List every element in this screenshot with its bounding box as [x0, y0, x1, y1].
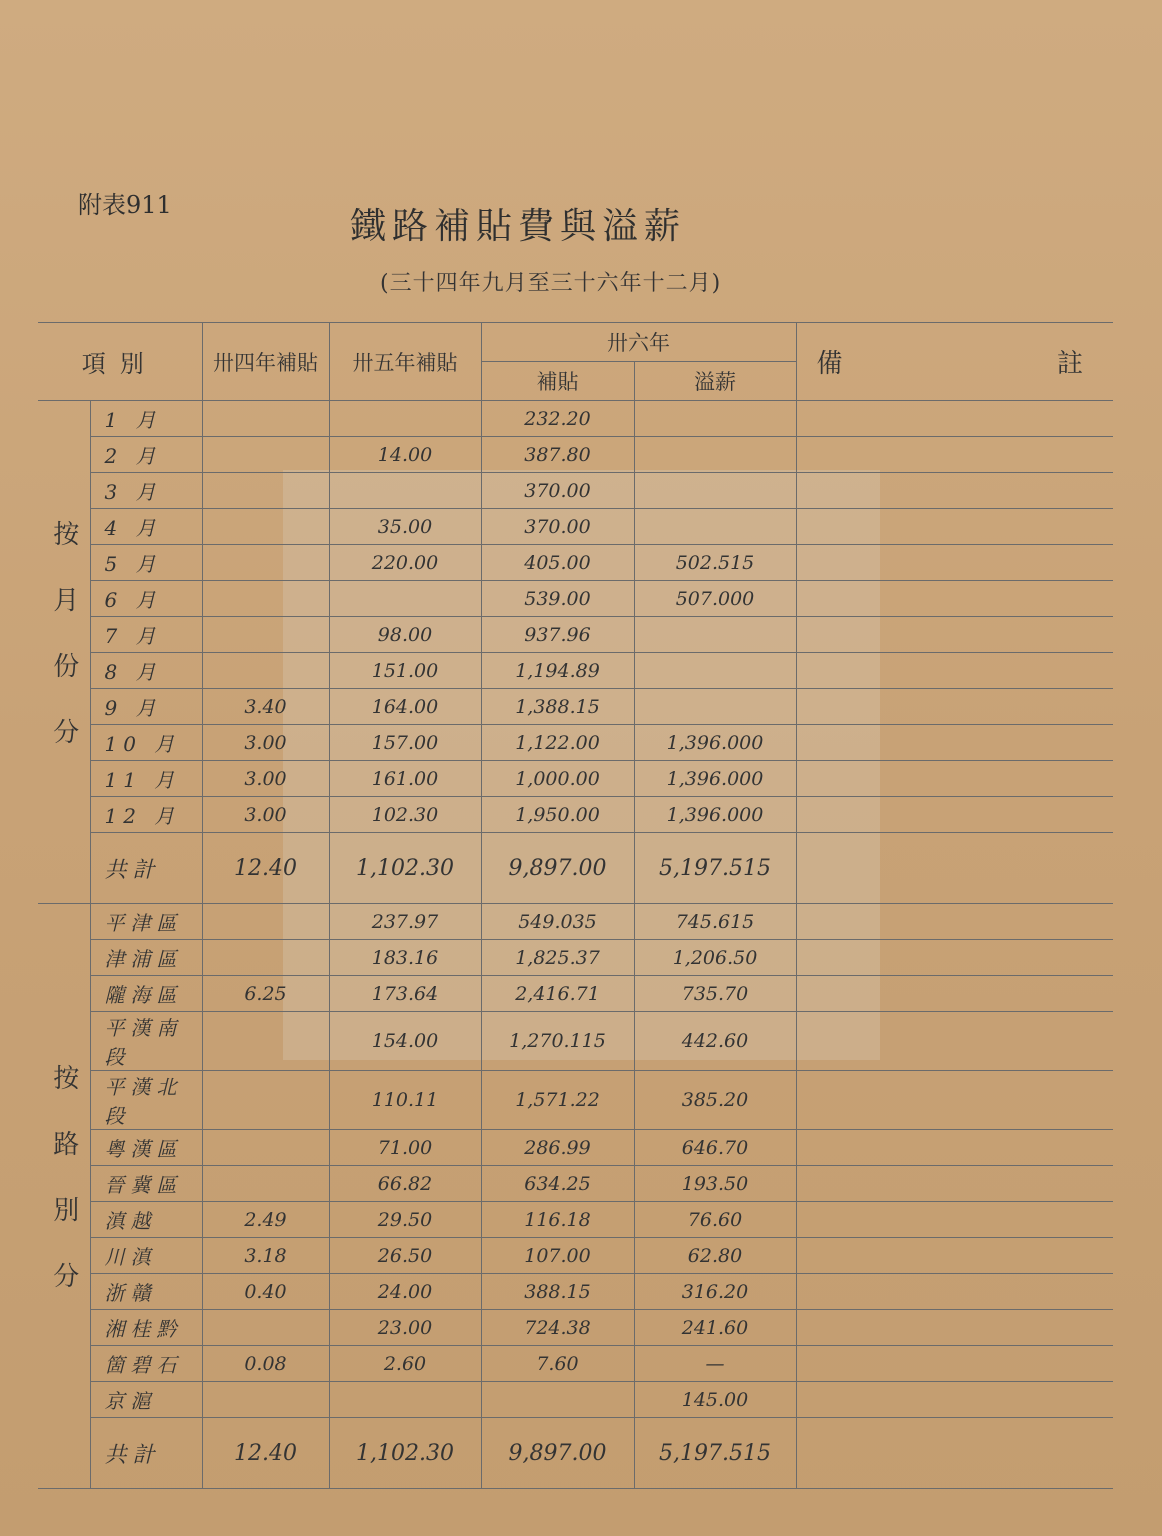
cell-y34 [202, 1130, 329, 1166]
cell-y34: 3.00 [202, 725, 329, 761]
cell-y36-overpay: 1,206.50 [634, 940, 796, 976]
cell-y35: 66.82 [329, 1166, 481, 1202]
cell-y36-subsidy: 107.00 [481, 1238, 634, 1274]
cell-remark [796, 1310, 1113, 1346]
table-row [38, 976, 1113, 1012]
header-y36-overpay: 溢薪 [634, 362, 796, 401]
cell-y34 [202, 904, 329, 940]
row-label: 平漢南段 [90, 1012, 202, 1071]
cell-y36-subsidy: 9,897.00 [481, 1418, 634, 1489]
monthly-total-row [38, 833, 1113, 904]
cell-y36-overpay [634, 689, 796, 725]
row-label: 津浦區 [90, 940, 202, 976]
cell-y36-subsidy: 1,194.89 [481, 653, 634, 689]
cell-y36-subsidy: 937.96 [481, 617, 634, 653]
cell-remark [796, 1071, 1113, 1130]
cell-y35: 24.00 [329, 1274, 481, 1310]
line-total-row [38, 1418, 1113, 1489]
table-row [38, 437, 1113, 473]
table-row [38, 581, 1113, 617]
cell-y34 [202, 1166, 329, 1202]
cell-y34 [202, 545, 329, 581]
cell-y36-subsidy: 2,416.71 [481, 976, 634, 1012]
cell-y36-overpay: 1,396.000 [634, 725, 796, 761]
table-row [38, 401, 1113, 437]
cell-y35: 1,102.30 [329, 1418, 481, 1489]
cell-y36-subsidy: 549.035 [481, 904, 634, 940]
cell-y35: 35.00 [329, 509, 481, 545]
cell-y34 [202, 473, 329, 509]
cell-y35: 154.00 [329, 1012, 481, 1071]
cell-y35: 71.00 [329, 1130, 481, 1166]
cell-y36-subsidy: 7.60 [481, 1346, 634, 1382]
cell-y34: 12.40 [202, 833, 329, 904]
table-row [38, 653, 1113, 689]
monthly-section-label: 按月份分 [38, 401, 90, 904]
cell-y34 [202, 653, 329, 689]
cell-y35: 29.50 [329, 1202, 481, 1238]
row-label: 共計 [90, 833, 202, 904]
cell-y36-overpay: 735.70 [634, 976, 796, 1012]
row-label: 6 月 [90, 581, 202, 617]
cell-y36-overpay: 193.50 [634, 1166, 796, 1202]
annex-label: 附表911 [78, 191, 172, 219]
table-row [38, 1130, 1113, 1166]
cell-y35: 151.00 [329, 653, 481, 689]
cell-y36-subsidy: 116.18 [481, 1202, 634, 1238]
cell-y36-overpay: — [634, 1346, 796, 1382]
cell-y35: 173.64 [329, 976, 481, 1012]
cell-y34 [202, 509, 329, 545]
table-row [38, 725, 1113, 761]
cell-y36-overpay: 145.00 [634, 1382, 796, 1418]
row-label: 箇碧石 [90, 1346, 202, 1382]
cell-y36-overpay [634, 509, 796, 545]
line-section-label: 按路別分 [38, 904, 90, 1489]
cell-remark [796, 1238, 1113, 1274]
header-y36-subsidy: 補貼 [481, 362, 634, 401]
cell-y36-overpay: 76.60 [634, 1202, 796, 1238]
table-row [38, 761, 1113, 797]
cell-y35: 2.60 [329, 1346, 481, 1382]
row-label: 11 月 [90, 761, 202, 797]
header-remark-1: 備 [816, 349, 843, 379]
monthly-section [38, 401, 1113, 904]
cell-y36-subsidy: 232.20 [481, 401, 634, 437]
row-label: 10 月 [90, 725, 202, 761]
table-row [38, 940, 1113, 976]
cell-remark [796, 1202, 1113, 1238]
cell-remark [796, 940, 1113, 976]
cell-y36-overpay [634, 473, 796, 509]
cell-y35: 157.00 [329, 725, 481, 761]
cell-y36-overpay: 241.60 [634, 1310, 796, 1346]
cell-y36-subsidy: 1,000.00 [481, 761, 634, 797]
cell-remark [796, 689, 1113, 725]
row-label: 4 月 [90, 509, 202, 545]
cell-y35: 164.00 [329, 689, 481, 725]
row-label: 粵漢區 [90, 1130, 202, 1166]
cell-y36-overpay: 646.70 [634, 1130, 796, 1166]
cell-y36-subsidy: 1,950.00 [481, 797, 634, 833]
cell-y36-subsidy: 387.80 [481, 437, 634, 473]
row-label: 12 月 [90, 797, 202, 833]
cell-remark [796, 545, 1113, 581]
cell-y36-subsidy: 1,388.15 [481, 689, 634, 725]
cell-y36-subsidy: 1,571.22 [481, 1071, 634, 1130]
cell-y34 [202, 581, 329, 617]
header-remark [796, 323, 1113, 401]
cell-remark [796, 473, 1113, 509]
cell-remark [796, 509, 1113, 545]
cell-y35: 1,102.30 [329, 833, 481, 904]
cell-y36-overpay: 62.80 [634, 1238, 796, 1274]
cell-y34: 6.25 [202, 976, 329, 1012]
row-label: 晉冀區 [90, 1166, 202, 1202]
cell-remark [796, 437, 1113, 473]
table-row [38, 1202, 1113, 1238]
table-row [38, 1012, 1113, 1071]
cell-y34 [202, 401, 329, 437]
cell-y36-overpay: 507.000 [634, 581, 796, 617]
cell-y35: 183.16 [329, 940, 481, 976]
cell-y36-overpay: 5,197.515 [634, 1418, 796, 1489]
cell-y35 [329, 401, 481, 437]
cell-y35: 98.00 [329, 617, 481, 653]
cell-remark [796, 1346, 1113, 1382]
cell-y36-subsidy: 370.00 [481, 473, 634, 509]
cell-y35 [329, 473, 481, 509]
row-label: 5 月 [90, 545, 202, 581]
row-label: 3 月 [90, 473, 202, 509]
row-label: 浙贛 [90, 1274, 202, 1310]
cell-y34 [202, 617, 329, 653]
row-label: 平津區 [90, 904, 202, 940]
cell-remark [796, 1418, 1113, 1489]
cell-y36-subsidy: 388.15 [481, 1274, 634, 1310]
table-row [38, 689, 1113, 725]
cell-y36-overpay [634, 437, 796, 473]
table-row [38, 1071, 1113, 1130]
cell-y36-subsidy: 1,122.00 [481, 725, 634, 761]
row-label: 共計 [90, 1418, 202, 1489]
table-row [38, 1346, 1113, 1382]
cell-y36-overpay: 745.615 [634, 904, 796, 940]
cell-y36-subsidy: 539.00 [481, 581, 634, 617]
table-row [38, 1310, 1113, 1346]
subsidy-table [38, 322, 1113, 1489]
header-item: 項別 [38, 323, 202, 401]
cell-y35: 102.30 [329, 797, 481, 833]
cell-remark [796, 797, 1113, 833]
cell-y34: 0.40 [202, 1274, 329, 1310]
cell-remark [796, 904, 1113, 940]
cell-y35: 220.00 [329, 545, 481, 581]
cell-y34: 12.40 [202, 1418, 329, 1489]
cell-y36-subsidy: 634.25 [481, 1166, 634, 1202]
cell-remark [796, 1012, 1113, 1071]
cell-y34 [202, 437, 329, 473]
table-row [38, 1238, 1113, 1274]
cell-y36-subsidy: 1,825.37 [481, 940, 634, 976]
cell-remark [796, 1382, 1113, 1418]
row-label: 隴海區 [90, 976, 202, 1012]
cell-y34: 0.08 [202, 1346, 329, 1382]
row-label: 川滇 [90, 1238, 202, 1274]
cell-remark [796, 653, 1113, 689]
cell-y34: 2.49 [202, 1202, 329, 1238]
cell-y36-overpay: 5,197.515 [634, 833, 796, 904]
row-label: 1 月 [90, 401, 202, 437]
cell-y35 [329, 581, 481, 617]
row-label: 9 月 [90, 689, 202, 725]
header-y35: 卅五年補貼 [329, 323, 481, 401]
cell-y36-subsidy: 1,270.115 [481, 1012, 634, 1071]
cell-y34: 3.00 [202, 761, 329, 797]
table-row [38, 509, 1113, 545]
cell-y35 [329, 1382, 481, 1418]
cell-y35: 237.97 [329, 904, 481, 940]
table-row [38, 1382, 1113, 1418]
cell-y36-overpay: 442.60 [634, 1012, 796, 1071]
cell-y34 [202, 940, 329, 976]
cell-y36-overpay: 385.20 [634, 1071, 796, 1130]
row-label: 京滬 [90, 1382, 202, 1418]
row-label: 湘桂黔 [90, 1310, 202, 1346]
cell-y35: 26.50 [329, 1238, 481, 1274]
table-row [38, 617, 1113, 653]
row-label: 滇越 [90, 1202, 202, 1238]
cell-y36-overpay [634, 653, 796, 689]
table-row [38, 545, 1113, 581]
cell-y34: 3.40 [202, 689, 329, 725]
cell-remark [796, 1166, 1113, 1202]
cell-remark [796, 581, 1113, 617]
cell-y36-overpay: 1,396.000 [634, 761, 796, 797]
table-row [38, 1274, 1113, 1310]
row-label: 8 月 [90, 653, 202, 689]
cell-y36-subsidy: 286.99 [481, 1130, 634, 1166]
document-title: 鐵路補貼費與溢薪 [350, 206, 687, 247]
cell-remark [796, 725, 1113, 761]
cell-remark [796, 1274, 1113, 1310]
cell-y35: 14.00 [329, 437, 481, 473]
cell-y36-overpay [634, 617, 796, 653]
cell-y34 [202, 1382, 329, 1418]
cell-remark [796, 617, 1113, 653]
document-subtitle: (三十四年九月至三十六年十二月) [380, 271, 722, 296]
table-row [38, 797, 1113, 833]
cell-y36-overpay: 1,396.000 [634, 797, 796, 833]
row-label: 2 月 [90, 437, 202, 473]
cell-y36-overpay: 502.515 [634, 545, 796, 581]
cell-y34 [202, 1310, 329, 1346]
table-row [38, 473, 1113, 509]
cell-y36-overpay [634, 401, 796, 437]
cell-y34 [202, 1071, 329, 1130]
cell-remark [796, 761, 1113, 797]
cell-y34: 3.18 [202, 1238, 329, 1274]
line-section [38, 904, 1113, 1489]
cell-y36-overpay: 316.20 [634, 1274, 796, 1310]
cell-y34: 3.00 [202, 797, 329, 833]
cell-y36-subsidy [481, 1382, 634, 1418]
header-y36: 卅六年 [481, 323, 796, 362]
cell-y35: 110.11 [329, 1071, 481, 1130]
cell-y36-subsidy: 9,897.00 [481, 833, 634, 904]
table-row [38, 904, 1113, 940]
header-remark-2: 註 [1056, 349, 1083, 379]
cell-y36-subsidy: 405.00 [481, 545, 634, 581]
cell-remark [796, 833, 1113, 904]
cell-y35: 161.00 [329, 761, 481, 797]
row-label: 平漢北段 [90, 1071, 202, 1130]
cell-y34 [202, 1012, 329, 1071]
cell-remark [796, 976, 1113, 1012]
row-label: 7 月 [90, 617, 202, 653]
cell-y36-subsidy: 724.38 [481, 1310, 634, 1346]
cell-y35: 23.00 [329, 1310, 481, 1346]
table-row [38, 1166, 1113, 1202]
cell-remark [796, 1130, 1113, 1166]
cell-y36-subsidy: 370.00 [481, 509, 634, 545]
header-y34: 卅四年補貼 [202, 323, 329, 401]
cell-remark [796, 401, 1113, 437]
